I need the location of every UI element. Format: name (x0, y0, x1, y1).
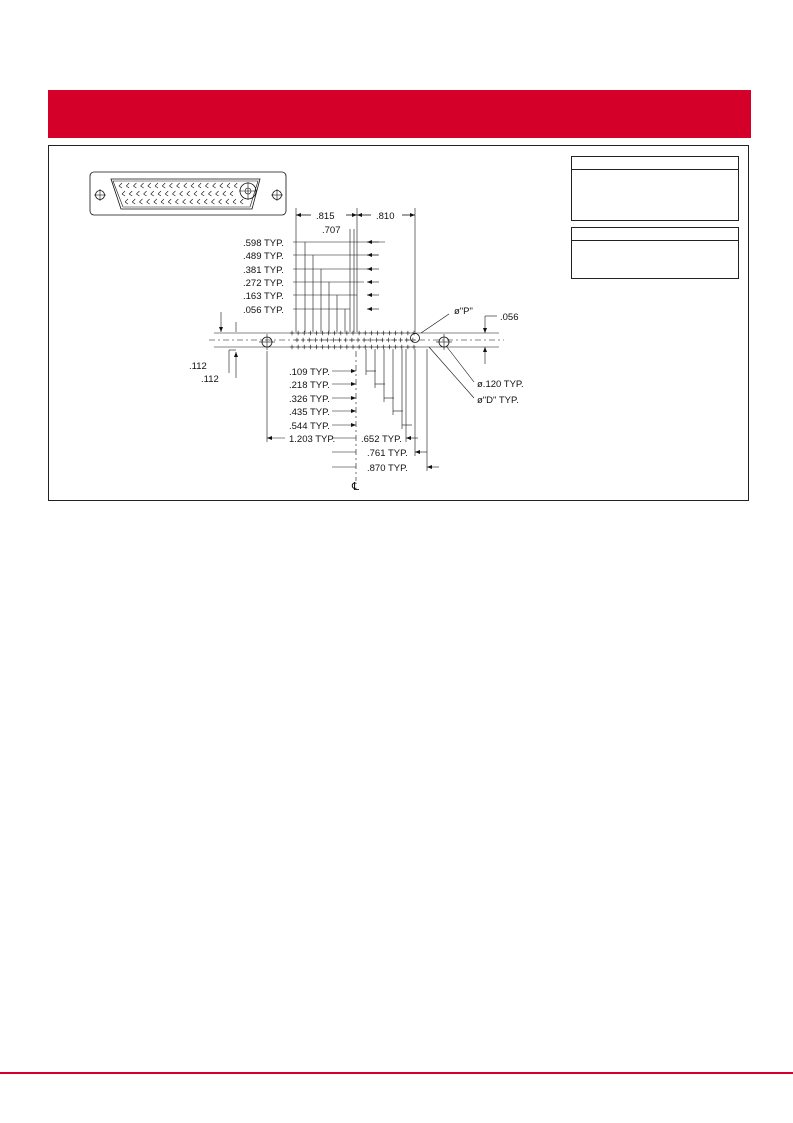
contact-pin (213, 183, 216, 188)
contact-pin (211, 199, 214, 204)
contact-pin (147, 199, 150, 204)
contact-pin (198, 183, 201, 188)
dim-761: .761 TYP. (367, 448, 408, 459)
dim-112-a: .112 (189, 361, 207, 372)
contact-pin (129, 191, 132, 196)
dim-272: .272 TYP. (243, 278, 284, 289)
contact-pin (233, 199, 236, 204)
dim-dia-120: ø.120 TYP. (477, 379, 524, 390)
info-box-top-header (572, 157, 738, 170)
dim-544: .544 TYP. (289, 421, 330, 432)
mounting-hole-right-icon (271, 189, 283, 201)
dim-056-right: .056 (500, 312, 519, 323)
contact-pin (169, 183, 172, 188)
contact-pin (177, 183, 180, 188)
footer-rule (0, 1072, 793, 1074)
contact-pin (172, 191, 175, 196)
contact-pin (191, 183, 194, 188)
contact-pin (148, 183, 151, 188)
dim-112-b: .112 (201, 374, 219, 385)
contact-pin (204, 199, 207, 204)
contact-pin (197, 199, 200, 204)
drawing-frame (48, 145, 749, 501)
dim-435: .435 TYP. (289, 407, 330, 418)
dim-326: .326 TYP. (289, 394, 330, 405)
dim-870: .870 TYP. (367, 463, 408, 474)
contact-pin (190, 199, 193, 204)
contact-pin (125, 199, 128, 204)
row-leaders (293, 240, 385, 332)
contact-pin (226, 199, 229, 204)
coax-hole-icon (411, 334, 420, 343)
contact-pin (240, 199, 243, 204)
contact-pin (158, 191, 161, 196)
contact-pin (132, 199, 135, 204)
contact-pin (234, 183, 237, 188)
dim-707: .707 (322, 225, 341, 236)
contact-pin (119, 183, 122, 188)
dim-1203: 1.203 TYP. (289, 434, 336, 445)
bottom-leader-arrow (351, 409, 356, 413)
contact-pins (119, 183, 243, 204)
contact-pin (136, 191, 139, 196)
contact-pin (126, 183, 129, 188)
contact-pin (162, 183, 165, 188)
contact-pin (165, 191, 168, 196)
dim-dia-d: ø"D" TYP. (477, 395, 519, 406)
dim-652: .652 TYP. (361, 434, 402, 445)
dim-dia-p: ø"P" (454, 306, 473, 317)
mount-hole-right-icon (436, 334, 452, 350)
contact-pin (187, 191, 190, 196)
row-leader-arrow (367, 267, 372, 271)
dim-489: .489 TYP. (243, 251, 284, 262)
contact-pin (223, 191, 226, 196)
contact-pin (133, 183, 136, 188)
contact-pin (216, 191, 219, 196)
dim-381: .381 TYP. (243, 265, 284, 276)
row-leader-arrow (367, 253, 372, 257)
contact-pin (230, 191, 233, 196)
bottom-leader-arrow (415, 450, 420, 454)
contact-pin (175, 199, 178, 204)
info-box-bottom (571, 227, 739, 279)
contact-pin (122, 191, 125, 196)
contact-pin (205, 183, 208, 188)
bottom-leader-arrow (351, 423, 356, 427)
dim-109: .109 TYP. (289, 367, 330, 378)
mounting-hole-left-icon (94, 189, 106, 201)
contact-pin (201, 191, 204, 196)
contact-pin (161, 199, 164, 204)
row-leader-arrow (367, 307, 372, 311)
contact-pin (141, 183, 144, 188)
dim-056: .056 TYP. (243, 305, 284, 316)
contact-pin (139, 199, 142, 204)
contact-pin (183, 199, 186, 204)
row-leader-arrow (367, 293, 372, 297)
contact-pin (208, 191, 211, 196)
info-box-top (571, 156, 739, 221)
row-leader-arrow (367, 280, 372, 284)
contact-pin (180, 191, 183, 196)
contact-pin (151, 191, 154, 196)
centerline-symbol: ℄ (352, 481, 360, 493)
dim-598: .598 TYP. (243, 238, 284, 249)
dim-218: .218 TYP. (289, 380, 330, 391)
contact-pin (220, 183, 223, 188)
contact-pin (144, 191, 147, 196)
contact-pin (155, 183, 158, 188)
bottom-leader-arrow (351, 382, 356, 386)
contact-pin (184, 183, 187, 188)
contact-pin (219, 199, 222, 204)
contact-pin (154, 199, 157, 204)
contact-pin (168, 199, 171, 204)
coax-contact-icon (239, 182, 257, 200)
bottom-leader-arrow (351, 396, 356, 400)
contact-pin (194, 191, 197, 196)
dim-163: .163 TYP. (243, 291, 284, 302)
mount-hole-left-icon (259, 334, 275, 350)
dim-810: .810 (376, 211, 395, 222)
connector-sketch (90, 172, 286, 215)
bottom-leader-arrow (406, 436, 411, 440)
info-box-bottom-header (572, 228, 738, 241)
bottom-leader-arrow (351, 369, 356, 373)
header-band (48, 90, 751, 138)
row-leader-arrow (367, 240, 372, 244)
contact-pin (227, 183, 230, 188)
bottom-leader-arrow (427, 465, 432, 469)
dim-815: .815 (316, 211, 335, 222)
